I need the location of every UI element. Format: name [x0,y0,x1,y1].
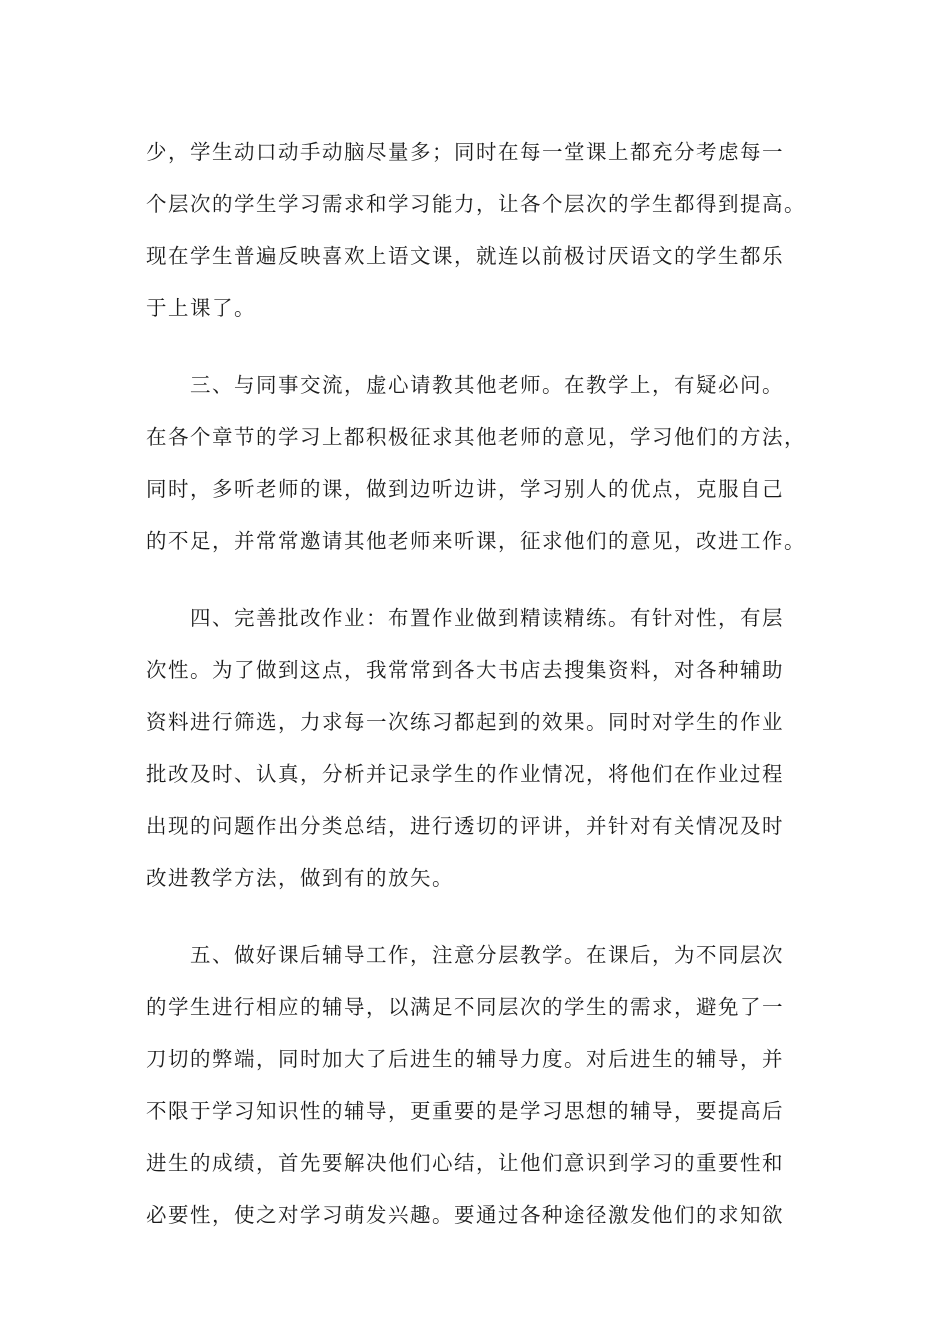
text-line: 刀切的弊端，同时加大了后进生的辅导力度。对后进生的辅导，并 [146,1047,784,1071]
text-line: 改进教学方法，做到有的放矢。 [146,866,454,890]
paragraph-gap [146,904,806,929]
paragraph [146,126,806,334]
text-line: 资料进行筛选，力求每一次练习都起到的效果。同时对学生的作业 [146,710,784,734]
text-line: 四、完善批改作业：布置作业做到精读精练。有针对性，有层 [190,606,784,630]
text-line: 必要性，使之对学习萌发兴趣。要通过各种途径激发他们的求知欲 [146,1203,784,1227]
text-line: 的不足，并常常邀请其他老师来听课，征求他们的意见，改进工作。 [146,529,806,553]
paragraph-gap [146,334,806,359]
paragraph [146,592,806,904]
paragraph-gap [146,567,806,592]
text-line: 出现的问题作出分类总结，进行透切的评讲，并针对有关情况及时 [146,814,784,838]
text-line: 五、做好课后辅导工作，注意分层教学。在课后，为不同层次 [190,943,784,967]
text-line: 进生的成绩，首先要解决他们心结，让他们意识到学习的重要性和 [146,1151,784,1175]
text-line: 次性。为了做到这点，我常常到各大书店去搜集资料，对各种辅助 [146,658,784,682]
text-line: 于上课了。 [146,296,256,320]
text-line: 同时，多听老师的课，做到边听边讲，学习别人的优点，克服自己 [146,477,784,501]
text-line: 不限于学习知识性的辅导，更重要的是学习思想的辅导，要提高后 [146,1099,784,1123]
text-line: 的学生进行相应的辅导，以满足不同层次的学生的需求，避免了一 [146,995,784,1019]
text-line: 三、与同事交流，虚心请教其他老师。在教学上，有疑必问。 [190,373,784,397]
paragraph [146,929,806,1241]
text-line: 批改及时、认真，分析并记录学生的作业情况，将他们在作业过程 [146,762,784,786]
document-body [146,126,806,1241]
text-line: 现在学生普遍反映喜欢上语文课，就连以前极讨厌语文的学生都乐 [146,244,784,268]
text-line: 个层次的学生学习需求和学习能力，让各个层次的学生都得到提高。 [146,192,806,216]
paragraph [146,359,806,567]
text-line: 少，学生动口动手动脑尽量多；同时在每一堂课上都充分考虑每一 [146,140,784,164]
text-line: 在各个章节的学习上都积极征求其他老师的意见，学习他们的方法， [146,425,806,449]
